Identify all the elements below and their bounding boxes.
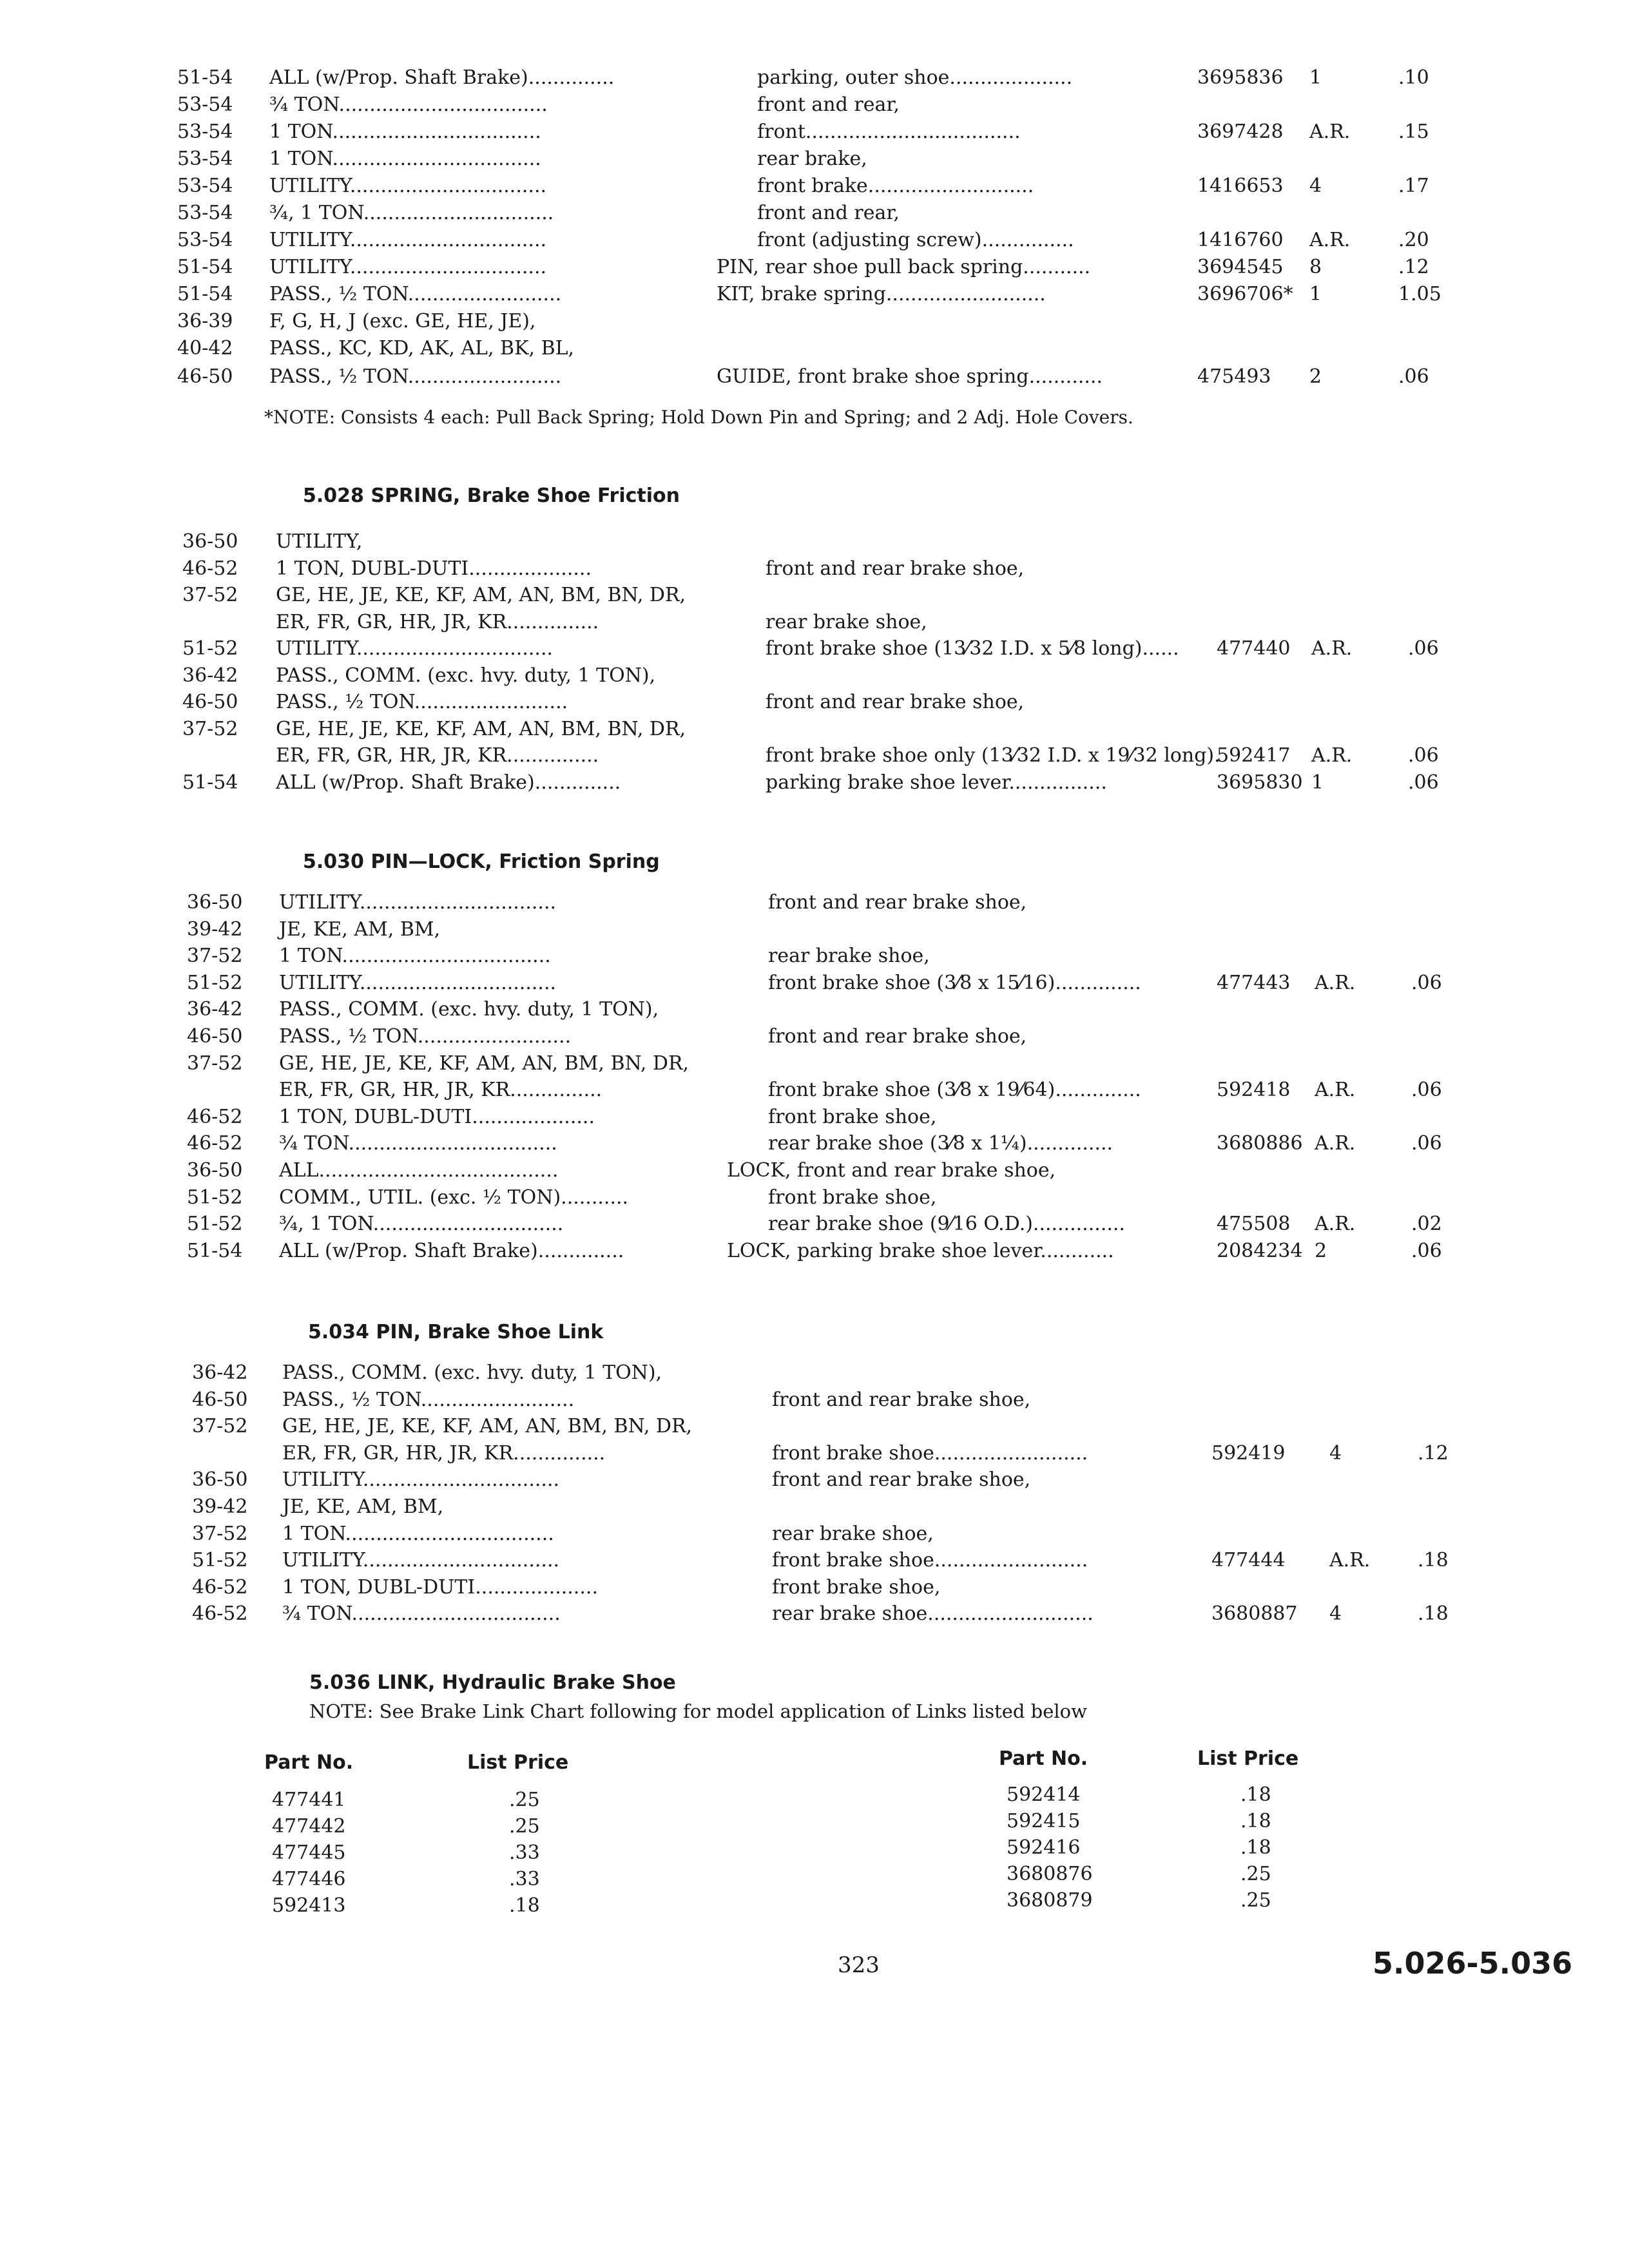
table-row	[0, 335, 1629, 362]
description-cell: rear brake shoe,	[772, 1522, 934, 1545]
price-cell: .06	[1411, 1132, 1442, 1155]
left-part-no-header: Part No.	[264, 1751, 354, 1774]
years-cell: 37-52	[192, 1522, 248, 1545]
part-number-cell: 3680887	[1211, 1602, 1298, 1626]
description-cell: front and rear,	[757, 93, 900, 116]
part-number-cell: 592417	[1217, 744, 1291, 767]
link-part-number: 592413	[272, 1894, 346, 1917]
page-number: 323	[838, 1952, 880, 1978]
part-number-cell: 477440	[1217, 637, 1291, 660]
link-part-number: 3680879	[1007, 1889, 1093, 1912]
model-cell: PASS., ½ TON.........................	[269, 365, 562, 388]
model-cell: 1 TON, DUBL-DUTI....................	[279, 1105, 595, 1128]
table-row	[0, 1050, 1629, 1077]
right-list-price-header: List Price	[1197, 1747, 1299, 1770]
part-number-cell: 592418	[1217, 1079, 1291, 1102]
years-cell: 51-52	[187, 1213, 243, 1236]
model-cell: PASS., ½ TON.........................	[279, 1025, 572, 1048]
link-part-number: 477446	[272, 1868, 346, 1890]
table-row	[0, 555, 1629, 582]
right-part-no-header: Part No.	[999, 1747, 1088, 1770]
model-cell: PASS., ½ TON.........................	[282, 1388, 575, 1411]
model-cell: UTILITY................................	[269, 175, 547, 197]
model-cell: PASS., ½ TON.........................	[269, 283, 562, 305]
table-row	[0, 635, 1629, 662]
part-number-cell: 475508	[1217, 1213, 1291, 1236]
table-row	[0, 1104, 1629, 1131]
quantity-cell: A.R.	[1329, 1549, 1371, 1572]
quantity-cell: A.R.	[1315, 1079, 1356, 1102]
model-cell: UTILITY................................	[279, 891, 557, 914]
years-cell: 37-52	[192, 1415, 248, 1438]
model-cell: PASS., COMM. (exc. hvy. duty, 1 TON),	[282, 1361, 662, 1384]
description-cell: front brake shoe.........................	[772, 1549, 1088, 1572]
description-cell: front and rear brake shoe,	[772, 1468, 1031, 1492]
quantity-cell: 2	[1315, 1239, 1327, 1262]
description-cell: LOCK, parking brake shoe lever............	[727, 1239, 1114, 1262]
years-cell: 46-52	[182, 557, 238, 580]
description-cell: front...................................	[757, 120, 1021, 143]
quantity-cell: 2	[1309, 365, 1322, 388]
description-cell: parking brake shoe lever................	[766, 771, 1107, 794]
description-cell: front brake shoe (3⁄8 x 19⁄64)..............	[768, 1079, 1141, 1102]
price-cell: .12	[1398, 256, 1429, 278]
table-row	[0, 308, 1629, 335]
model-cell: ER, FR, GR, HR, JR, KR...............	[282, 1441, 606, 1465]
part-number-cell: 477444	[1211, 1549, 1286, 1572]
table-row	[0, 1184, 1629, 1211]
table-row	[0, 1387, 1629, 1414]
link-list-price: .25	[1240, 1889, 1271, 1912]
years-cell: 36-39	[177, 310, 233, 332]
table-row	[0, 1600, 1629, 1628]
link-list-price: .18	[1240, 1836, 1271, 1859]
table-row	[0, 1157, 1629, 1184]
years-cell: 37-52	[187, 945, 243, 968]
table-row	[0, 1574, 1629, 1601]
table-row	[0, 227, 1629, 254]
description-cell: front brake shoe,	[768, 1186, 937, 1209]
table-row	[0, 254, 1629, 281]
quantity-cell: 4	[1329, 1602, 1342, 1626]
years-cell: 40-42	[177, 337, 233, 360]
description-cell: front and rear brake shoe,	[772, 1388, 1031, 1411]
table-row	[0, 1023, 1629, 1050]
years-cell: 37-52	[187, 1052, 243, 1075]
table-row	[0, 943, 1629, 970]
years-cell: 36-42	[187, 998, 243, 1021]
table-row	[0, 1360, 1629, 1387]
years-cell: 46-52	[187, 1105, 243, 1128]
model-cell: UTILITY................................	[269, 256, 547, 278]
table-row	[0, 1130, 1629, 1157]
years-cell: 46-52	[187, 1132, 243, 1155]
years-cell: 46-50	[182, 691, 238, 713]
price-cell: .06	[1411, 1239, 1442, 1262]
quantity-cell: 8	[1309, 256, 1322, 278]
part-number-cell: 475493	[1197, 365, 1271, 388]
link-list-price: .18	[509, 1894, 540, 1917]
years-cell: 37-52	[182, 717, 238, 740]
years-cell: 53-54	[177, 229, 233, 251]
price-cell: .18	[1418, 1549, 1449, 1572]
description-cell: front and rear,	[757, 202, 900, 224]
model-cell: PASS., KC, KD, AK, AL, BK, BL,	[269, 337, 575, 360]
description-cell: front and rear brake shoe,	[766, 691, 1025, 713]
price-cell: .06	[1408, 744, 1439, 767]
quantity-cell: A.R.	[1309, 120, 1351, 143]
years-cell: 51-52	[187, 1186, 243, 1209]
table-row	[0, 146, 1629, 173]
years-cell: 51-54	[177, 256, 233, 278]
years-cell: 53-54	[177, 93, 233, 116]
description-cell: front brake shoe only (13⁄32 I.D. x 19⁄32 long).	[766, 744, 1220, 767]
model-cell: GE, HE, JE, KE, KF, AM, AN, BM, BN, DR,	[282, 1415, 693, 1438]
table-row	[0, 609, 1629, 636]
table-row	[0, 1521, 1629, 1548]
quantity-cell: A.R.	[1309, 229, 1351, 251]
years-cell: 51-52	[187, 971, 243, 994]
quantity-cell: 4	[1329, 1441, 1342, 1465]
model-cell: PASS., COMM. (exc. hvy. duty, 1 TON),	[279, 998, 659, 1021]
link-part-number: 592416	[1007, 1836, 1081, 1859]
years-cell: 51-54	[177, 66, 233, 89]
description-cell: front brake shoe,	[768, 1105, 937, 1128]
model-cell: ER, FR, GR, HR, JR, KR...............	[276, 744, 599, 767]
model-cell: UTILITY................................	[282, 1549, 560, 1572]
model-cell: ¾ TON..................................	[269, 93, 548, 116]
quantity-cell: A.R.	[1311, 637, 1353, 660]
link-list-price: .33	[509, 1841, 540, 1864]
table-row	[0, 200, 1629, 227]
model-cell: ALL (w/Prop. Shaft Brake)..............	[279, 1239, 624, 1262]
link-part-number: 592415	[1007, 1810, 1081, 1832]
model-cell: 1 TON..................................	[269, 120, 541, 143]
model-cell: GE, HE, JE, KE, KF, AM, AN, BM, BN, DR,	[276, 717, 686, 740]
link-list-price: .18	[1240, 1810, 1271, 1832]
years-cell: 36-50	[187, 1159, 243, 1182]
years-cell: 53-54	[177, 120, 233, 143]
description-cell: front brake shoe.........................	[772, 1441, 1088, 1465]
model-cell: 1 TON, DUBL-DUTI....................	[276, 557, 592, 580]
price-cell: .10	[1398, 66, 1429, 89]
years-cell: 51-54	[182, 771, 238, 794]
years-cell: 51-54	[187, 1239, 243, 1262]
table-row	[0, 1238, 1629, 1265]
link-part-number: 592414	[1007, 1783, 1081, 1806]
description-cell: front and rear brake shoe,	[766, 557, 1025, 580]
table-row	[0, 119, 1629, 146]
quantity-cell: 1	[1311, 771, 1324, 794]
part-number-cell: 477443	[1217, 971, 1291, 994]
part-number-cell: 3696706*	[1197, 283, 1293, 305]
price-cell: .20	[1398, 229, 1429, 251]
price-cell: .15	[1398, 120, 1429, 143]
model-cell: GE, HE, JE, KE, KF, AM, AN, BM, BN, DR,	[276, 584, 686, 606]
price-cell: .06	[1411, 1079, 1442, 1102]
table-row	[0, 91, 1629, 119]
section-range: 5.026-5.036	[1373, 1946, 1573, 1981]
model-cell: UTILITY................................	[269, 229, 547, 251]
model-cell: ¾, 1 TON...............................	[269, 202, 554, 224]
price-cell: .06	[1408, 637, 1439, 660]
model-cell: PASS., COMM. (exc. hvy. duty, 1 TON),	[276, 664, 656, 687]
model-cell: ER, FR, GR, HR, JR, KR...............	[279, 1079, 602, 1102]
link-part-number: 477441	[272, 1789, 346, 1811]
model-cell: JE, KE, AM, BM,	[279, 918, 441, 941]
quantity-cell: A.R.	[1315, 1132, 1356, 1155]
model-cell: UTILITY................................	[282, 1468, 560, 1492]
description-cell: rear brake shoe,	[768, 945, 930, 968]
model-cell: ¾ TON..................................	[279, 1132, 557, 1155]
link-list-price: .25	[1240, 1863, 1271, 1885]
model-cell: ¾ TON..................................	[282, 1602, 561, 1626]
table-row	[0, 64, 1629, 91]
years-cell: 39-42	[192, 1495, 248, 1518]
quantity-cell: A.R.	[1315, 971, 1356, 994]
part-number-cell: 3680886	[1217, 1132, 1303, 1155]
table-row	[0, 716, 1629, 743]
model-cell: UTILITY,	[276, 530, 363, 553]
years-cell: 51-52	[192, 1549, 248, 1572]
table-row	[0, 528, 1629, 555]
link-part-number: 3680876	[1007, 1863, 1093, 1885]
section-heading-5034: 5.034 PIN, Brake Shoe Link	[308, 1321, 604, 1343]
years-cell: 53-54	[177, 148, 233, 170]
link-list-price: .33	[509, 1868, 540, 1890]
quantity-cell: 4	[1309, 175, 1322, 197]
price-cell: .17	[1398, 175, 1429, 197]
price-cell: .06	[1411, 971, 1442, 994]
link-chart-note: NOTE: See Brake Link Chart following for model application of Links listed below	[309, 1700, 1087, 1722]
model-cell: ALL (w/Prop. Shaft Brake)..............	[276, 771, 621, 794]
description-cell: LOCK, front and rear brake shoe,	[727, 1159, 1056, 1182]
table-row	[0, 742, 1629, 769]
description-cell: GUIDE, front brake shoe spring............	[717, 365, 1103, 388]
description-cell: front brake...........................	[757, 175, 1034, 197]
price-cell: .06	[1408, 771, 1439, 794]
quantity-cell: 1	[1309, 283, 1322, 305]
table-row	[0, 1440, 1629, 1467]
model-cell: 1 TON, DUBL-DUTI....................	[282, 1575, 598, 1599]
model-cell: F, G, H, J (exc. GE, HE, JE),	[269, 310, 536, 332]
description-cell: front and rear brake shoe,	[768, 891, 1027, 914]
description-cell: rear brake shoe,	[766, 610, 927, 633]
part-number-cell: 3694545	[1197, 256, 1284, 278]
years-cell: 46-50	[177, 365, 233, 388]
part-number-cell: 1416760	[1197, 229, 1284, 251]
link-list-price: .25	[509, 1815, 540, 1838]
price-cell: .06	[1398, 365, 1429, 388]
years-cell: 36-50	[182, 530, 238, 553]
years-cell: 36-42	[182, 664, 238, 687]
description-cell: front brake shoe,	[772, 1575, 941, 1599]
table-row	[0, 970, 1629, 997]
table-row	[0, 363, 1629, 390]
price-cell: .02	[1411, 1213, 1442, 1236]
description-cell: rear brake shoe...........................	[772, 1602, 1094, 1626]
quantity-cell: A.R.	[1315, 1213, 1356, 1236]
description-cell: rear brake shoe (3⁄8 x 1¼)..............	[768, 1132, 1113, 1155]
model-cell: JE, KE, AM, BM,	[282, 1495, 444, 1518]
quantity-cell: A.R.	[1311, 744, 1353, 767]
part-number-cell: 3697428	[1197, 120, 1284, 143]
table-row	[0, 1413, 1629, 1440]
years-cell: 51-52	[182, 637, 238, 660]
description-cell: rear brake shoe (9⁄16 O.D.)...............	[768, 1213, 1125, 1236]
model-cell: 1 TON..................................	[279, 945, 551, 968]
section-heading-5030: 5.030 PIN—LOCK, Friction Spring	[303, 850, 660, 873]
table-row	[0, 1466, 1629, 1494]
table-row	[0, 1211, 1629, 1238]
description-cell: front and rear brake shoe,	[768, 1025, 1027, 1048]
part-number-cell: 3695836	[1197, 66, 1284, 89]
years-cell: 46-52	[192, 1602, 248, 1626]
price-cell: .18	[1418, 1602, 1449, 1626]
link-list-price: .25	[509, 1789, 540, 1811]
link-part-number: 477442	[272, 1815, 346, 1838]
table-row	[0, 1547, 1629, 1574]
table-row	[0, 889, 1629, 916]
table-row	[0, 769, 1629, 796]
left-list-price-header: List Price	[467, 1751, 569, 1774]
years-cell: 51-54	[177, 283, 233, 305]
model-cell: 1 TON..................................	[282, 1522, 554, 1545]
table-row	[0, 582, 1629, 609]
quantity-cell: 1	[1309, 66, 1322, 89]
table-row	[0, 173, 1629, 200]
model-cell: ¾, 1 TON...............................	[279, 1213, 564, 1236]
table-row	[0, 1494, 1629, 1521]
years-cell: 39-42	[187, 918, 243, 941]
model-cell: GE, HE, JE, KE, KF, AM, AN, BM, BN, DR,	[279, 1052, 689, 1075]
description-cell: rear brake,	[757, 148, 867, 170]
table-row	[0, 1077, 1629, 1104]
kit-footnote: *NOTE: Consists 4 each: Pull Back Spring; Hold Down Pin and Spring; and 2 Adj. Hole Covers.	[264, 407, 1133, 428]
description-cell: front (adjusting screw)...............	[757, 229, 1074, 251]
price-cell: 1.05	[1398, 283, 1441, 305]
years-cell: 37-52	[182, 584, 238, 606]
part-number-cell: 2084234	[1217, 1239, 1303, 1262]
years-cell: 53-54	[177, 175, 233, 197]
years-cell: 46-50	[187, 1025, 243, 1048]
table-row	[0, 662, 1629, 689]
years-cell: 46-50	[192, 1388, 248, 1411]
link-part-number: 477445	[272, 1841, 346, 1864]
description-cell: front brake shoe (3⁄8 x 15⁄16)..............	[768, 971, 1141, 994]
table-row	[0, 996, 1629, 1023]
description-cell: KIT, brake spring..........................	[717, 283, 1046, 305]
model-cell: ALL (w/Prop. Shaft Brake)..............	[269, 66, 615, 89]
section-heading-5028: 5.028 SPRING, Brake Shoe Friction	[303, 485, 680, 507]
model-cell: UTILITY................................	[276, 637, 554, 660]
years-cell: 36-42	[192, 1361, 248, 1384]
model-cell: COMM., UTIL. (exc. ½ TON)...........	[279, 1186, 629, 1209]
table-row	[0, 689, 1629, 716]
part-number-cell: 592419	[1211, 1441, 1286, 1465]
model-cell: PASS., ½ TON.........................	[276, 691, 568, 713]
price-cell: .12	[1418, 1441, 1449, 1465]
description-cell: parking, outer shoe....................	[757, 66, 1073, 89]
description-cell: PIN, rear shoe pull back spring...........	[717, 256, 1091, 278]
part-number-cell: 1416653	[1197, 175, 1284, 197]
years-cell: 36-50	[187, 891, 243, 914]
years-cell: 46-52	[192, 1575, 248, 1599]
model-cell: ER, FR, GR, HR, JR, KR...............	[276, 610, 599, 633]
model-cell: ALL.......................................	[279, 1159, 559, 1182]
table-row	[0, 916, 1629, 943]
description-cell: front brake shoe (13⁄32 I.D. x 5⁄8 long)......	[766, 637, 1179, 660]
part-number-cell: 3695830	[1217, 771, 1303, 794]
table-row	[0, 281, 1629, 308]
model-cell: UTILITY................................	[279, 971, 557, 994]
model-cell: 1 TON..................................	[269, 148, 541, 170]
years-cell: 53-54	[177, 202, 233, 224]
years-cell: 36-50	[192, 1468, 248, 1492]
section-heading-5036: 5.036 LINK, Hydraulic Brake Shoe	[309, 1671, 676, 1694]
link-list-price: .18	[1240, 1783, 1271, 1806]
